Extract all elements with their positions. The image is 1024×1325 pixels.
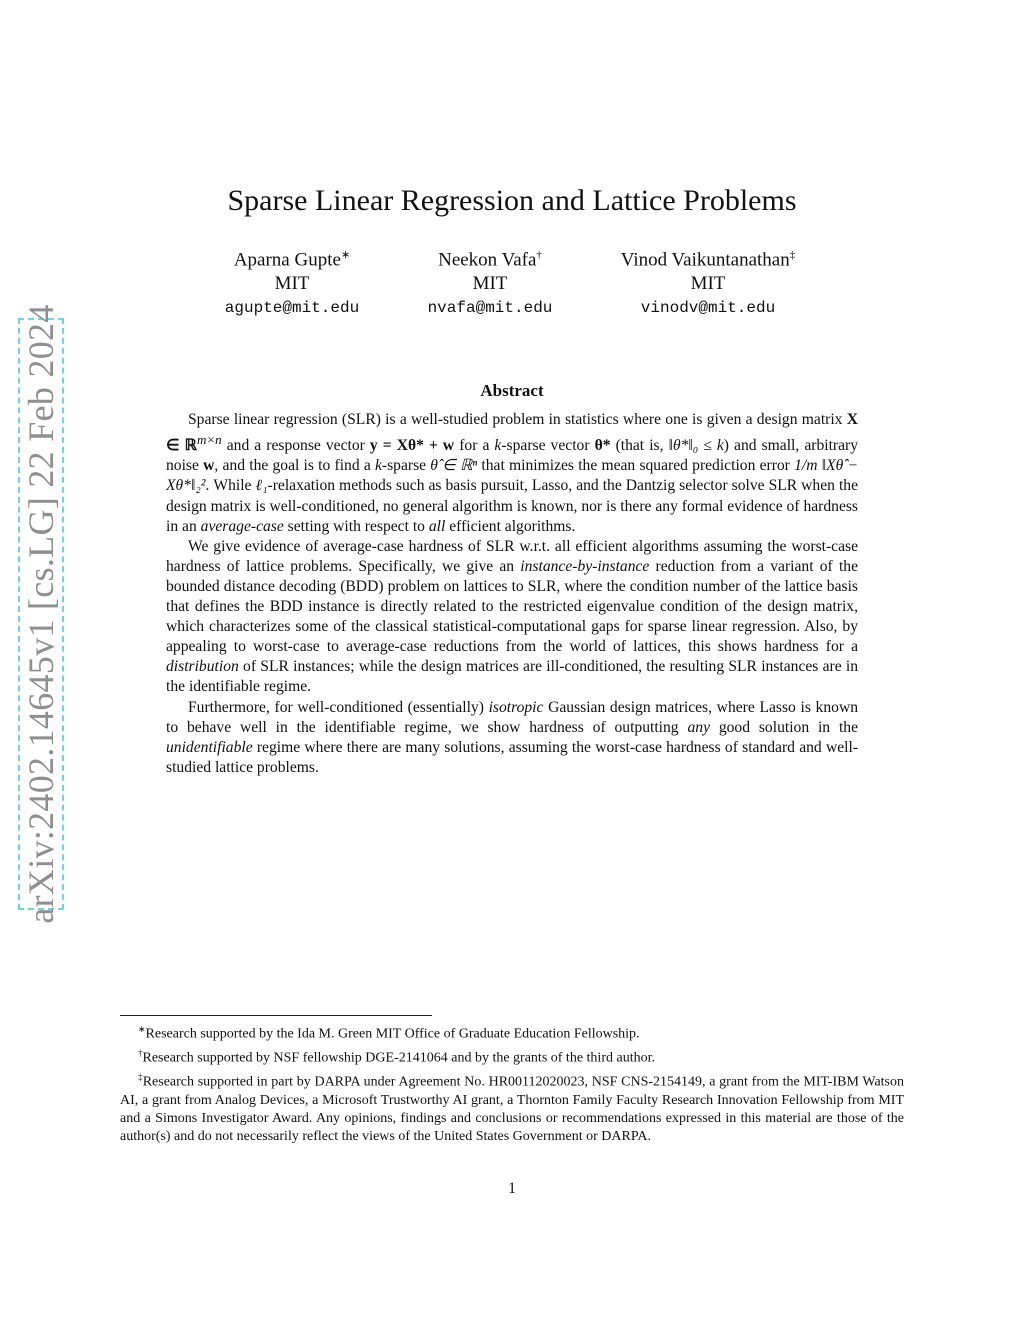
abstract-text: Sparse linear regression (SLR) is a well-studied problem in statistics where one is given a design matrix [188,411,847,428]
emphasis-distribution: distribution [166,658,239,676]
author-3-name: Vinod Vaikuntanathan [620,249,790,271]
math-noise: w [203,457,215,475]
math-theta-star: θ* [594,437,611,455]
abstract-paragraph-2 [166,537,858,698]
math-k: k [494,437,502,455]
math-theta-hat: θ̂ ∈ ℝⁿ [430,457,478,475]
footnote-1-text: Research supported by the Ida M. Green MIT Office of Graduate Education Fellowship. [145,1026,640,1042]
emphasis-instance-by-instance: instance-by-instance [520,557,650,575]
math-l1: ℓ₁ [255,477,268,495]
math-sparsity: ‖θ*‖₀ ≤ k [668,437,724,455]
abstract-text: for a [454,437,495,455]
emphasis-all: all [428,517,446,535]
abstract-heading: Abstract [480,381,544,400]
footnote-2 [120,1044,904,1068]
abstract-text: Gaussian design matrices, where Lasso is known to behave well in the identifiable regime, we show hardness of outputting [166,698,858,736]
emphasis-average-case: average-case [200,517,284,535]
author-3-footnote-mark[interactable]: ‡ [789,249,796,261]
abstract-text: setting with respect to [283,517,429,535]
author-3 [596,243,820,320]
math-prediction-error: 1/m ‖Xθ̂ − Xθ*‖₂² [166,457,858,495]
footnote-1-mark: ∗ [138,1024,146,1034]
author-2-email[interactable]: nvafa@mit.edu [427,299,553,318]
footnote-divider [120,1015,432,1016]
arxiv-identifier-stamp[interactable] [18,304,64,924]
abstract-text: ) and small, arbitrary noise [166,437,859,475]
abstract-body [166,410,858,778]
math-design-matrix: X ∈ ℝ [166,411,858,455]
arxiv-identifier-text: arXiv:2402.14645v1 [cs.LG] 22 Feb 2024 [21,304,61,924]
author-2-affiliation: MIT [472,273,508,295]
abstract-text: -sparse vector [501,437,595,455]
author-2-footnote-mark[interactable]: † [536,249,542,261]
math-response-model: y = Xθ* + w [369,437,455,455]
footnote-3 [120,1068,904,1147]
author-1-footnote-mark[interactable]: ∗ [340,249,351,261]
footnote-2-text: Research supported by NSF fellowship DGE-2141064 and by the grants of the third author. [142,1050,655,1066]
author-2-name: Neekon Vafa [438,249,537,271]
abstract-text: good solution in the [709,718,858,736]
footnote-1 [120,1020,904,1044]
author-2 [404,243,576,320]
abstract-text: We give evidence of average-case hardness of SLR w.r.t. all efficient algorithms assuming the worst-case hardness of lattice problems. Specifically, we give an [166,537,858,575]
abstract-paragraph-1 [166,410,858,537]
abstract-text: (that is, [610,437,669,455]
abstract-text: Furthermore, for well-conditioned (essentially) [188,698,489,716]
paper-title: Sparse Linear Regression and Lattice Problems [227,184,797,217]
abstract-text: -relaxation methods such as basis pursuit, Lasso, and the Dantzig selector solve SLR when the design matrix is well-conditioned, no general algorithm is known, nor is there any formal evidence of hardness in an [166,477,859,535]
abstract-text: reduction from a variant of the bounded distance decoding (BDD) problem on lattices to SLR, where the condition number of the lattice basis that defines the BDD instance is directly related to the restricted eigenvalue condition of the design matrix, which characterizes some of the classical statistical-computational gaps for sparse linear regression. Also, by appealing to worst-case to average-case reductions from the world of lattices, this shows hardness for a [166,557,858,656]
author-1-affiliation: MIT [274,273,310,295]
abstract-text: , and the goal is to find a [214,457,375,475]
page-number: 1 [508,1180,516,1197]
abstract-text: -sparse [381,457,431,475]
emphasis-unidentifiable: unidentifiable [166,738,253,756]
abstract-text: . While [205,477,256,495]
footnotes [120,1020,904,1147]
emphasis-any: any [687,718,710,736]
abstract-text: and a response vector [221,437,370,455]
author-3-affiliation: MIT [690,273,726,295]
emphasis-isotropic: isotropic [488,698,544,716]
author-3-email[interactable]: vinodv@mit.edu [640,299,776,318]
author-1-name: Aparna Gupte [233,249,341,271]
footnote-3-mark: ‡ [138,1071,143,1082]
footnote-3-text: Research supported in part by DARPA under Agreement No. HR00112020023, NSF CNS-2154149, a grant from the MIT-IBM Watson AI, a grant from Analog Devices, a Microsoft Trustworthy AI grant, a Thornton Family Faculty Research Innovation Fellowship from MIT and a Simons Investigator Award. Any opinions, findings and conclusions or recommendations expressed in this material are those of the author(s) and do not necessarily reflect the views of the United States Government or DARPA. [120,1074,904,1145]
math-dimension: m×n [197,432,222,448]
abstract-text: efficient algorithms. [445,517,576,535]
footnote-2-mark: † [138,1047,143,1058]
math-k: k [374,457,382,475]
abstract-text: of SLR instances; while the design matrices are ill-conditioned, the resulting SLR instances are in the identifiable regime. [166,658,858,696]
author-1 [206,243,378,320]
author-1-email[interactable]: agupte@mit.edu [224,299,360,318]
abstract-text: regime where there are many solutions, assuming the worst-case hardness of standard and well-studied lattice problems. [166,738,858,776]
abstract-paragraph-3 [166,698,858,778]
abstract-text: that minimizes the mean squared prediction error [477,457,795,475]
